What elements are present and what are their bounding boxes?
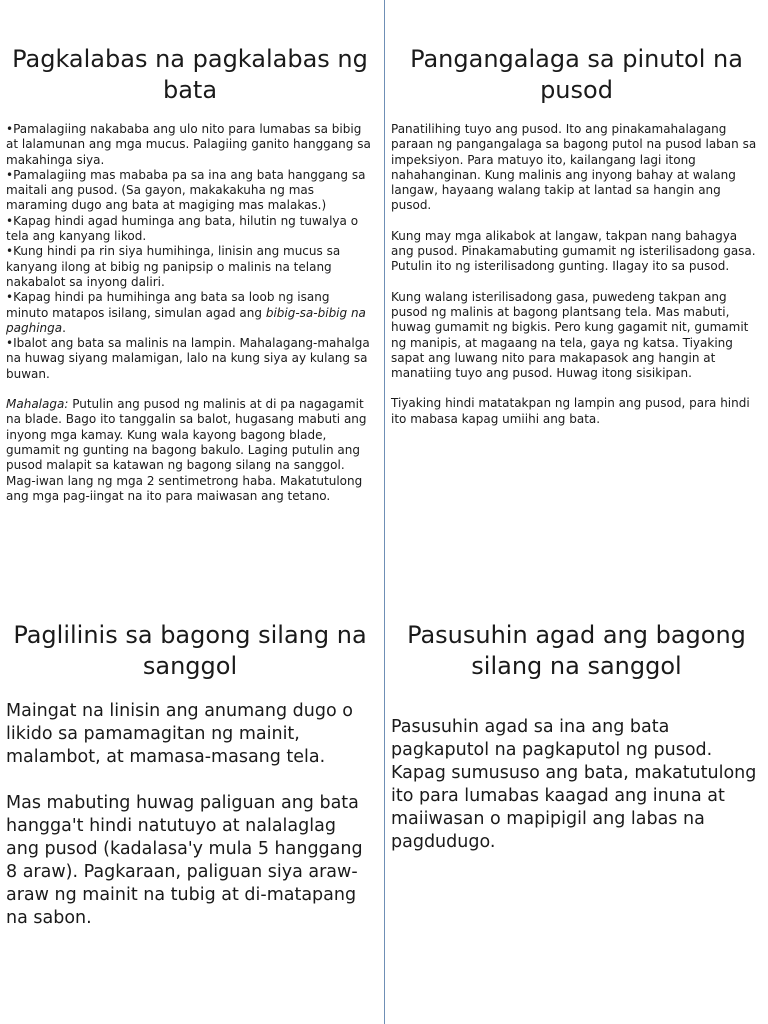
- bullet-item: •Pamalagiing mas mababa pa sa ina ang bata hanggang sa maitali ang pusod. (Sa gayon, makakakuha ng mas maraming dugo ang bata at magiging mas malakas.): [6, 167, 366, 213]
- panel-breastfeeding: [391, 620, 762, 854]
- bullet-item: [6, 290, 374, 336]
- panel-cleaning-newborn: [6, 620, 374, 930]
- paragraph: Tiyaking hindi matatakpan ng lampin ang pusod, para hindi ito mabasa kapag umiihi ang bata.: [391, 396, 750, 426]
- paragraph: Maingat na linisin ang anumang dugo o likido sa pamamagitan ng mainit, malambot, at mamasa-masang tela.: [6, 701, 353, 767]
- important-note: [6, 397, 374, 504]
- bullet-item: •Kung hindi pa rin siya humihinga, linisin ang mucus sa kanyang ilong at bibig ng panipsip o malinis na telang nakabalot sa inyong daliri.: [6, 244, 341, 289]
- bullet-emphasis: bibig-sa-bibig na paghinga: [6, 305, 366, 335]
- panel-body: [391, 716, 762, 854]
- panel-body: [6, 700, 374, 930]
- paragraph: Pasusuhin agad sa ina ang bata pagkaputol na pagkaputol ng pusod. Kapag sumususo ang bata, makatutulong ito para lumabas kaagad ang inuna at maiiwasan o mapipigil ang labas na pagdudugo.: [391, 717, 757, 852]
- bullet-item: •Pamalagiing nakababa ang ulo nito para lumabas sa bibig at lalamunan ang mga mucus. Palagiing ganito hanggang sa makahinga siya.: [6, 122, 371, 167]
- panel-title: Paglilinis sa bagong silang na sanggol: [13, 621, 367, 680]
- panel-body: [391, 122, 762, 427]
- bullet-item: •Kapag hindi agad huminga ang bata, hilutin ng tuwalya o tela ang kanyang likod.: [6, 213, 359, 244]
- bullet-text: •Kapag hindi pa humihinga ang bata sa loob ng isang minuto matapos isilang, simulan agad ang: [6, 290, 330, 320]
- panel-cord-care: [391, 44, 762, 427]
- paragraph: Mas mabuting huwag paliguan ang bata hangga't hindi natutuyo at nalalaglag ang pusod (kadalasa'y mula 5 hanggang 8 araw). Pagkaraan, paliguan siya araw-araw ng mainit na tubig at di-matapang na sabon.: [6, 793, 363, 928]
- paragraph: Kung walang isterilisadong gasa, puwedeng takpan ang pusod ng malinis at bagong plantsang tela. Mas mabuti, huwag gumamit ng bigkis. Pero kung gagamit nit, gumamit ng manipis, at magaang na tela, gaya ng katsa. Tiyaking sapat ang luwang nito para makapasok ang hangin at manatiing tuyo ang pusod. Huwag itong sisikipan.: [391, 289, 749, 381]
- column-divider: [384, 0, 385, 1024]
- bullet-text-end: .: [62, 320, 66, 335]
- bullet-item: •Ibalot ang bata sa malinis na lampin. Mahalagang-mahalga na huwag siyang malamigan, lalo na kung siya ay kulang sa buwan.: [6, 336, 370, 381]
- panel-after-birth: [6, 44, 374, 504]
- panel-title: Pagkalabas na pagkalabas ng bata: [12, 45, 368, 104]
- panel-title: Pangangalaga sa pinutol na pusod: [410, 45, 743, 104]
- note-text: Putulin ang pusod ng malinis at di pa nagagamit na blade. Bago ito tanggalin sa balot, hugasang mabuti ang inyong mga kamay. Kung wala kayong bagong blade, gumamit ng gunting na bagong bakulo. Laging putulin ang pusod malapit sa katawan ng bagong silang na sanggol. Mag-iwan lang ng mga 2 sentimetrong haba. Makatutulong ang mga pag-iingat na ito para maiwasan ang tetano.: [6, 397, 367, 503]
- paragraph: Panatilihing tuyo ang pusod. Ito ang pinakamahalagang paraan ng pangangalaga sa bagong putol na pusod laban sa impeksiyon. Para matuyo ito, kailangang lagi itong nahahanginan. Kung malinis ang inyong bahay at walang langaw, hayaang walang takip at lantad sa hangin ang pusod.: [391, 122, 757, 213]
- paragraph: Kung may mga alikabok at langaw, takpan nang bahagya ang pusod. Pinakamabuting gumamit ng isterilisadong gasa. Putulin ito ng isterilisadong gunting. Ilagay ito sa pusod.: [391, 228, 756, 274]
- panel-title: Pasusuhin agad ang bagong silang na sanggol: [407, 621, 746, 680]
- panel-body: [6, 122, 374, 504]
- note-label: Mahalaga:: [6, 397, 69, 412]
